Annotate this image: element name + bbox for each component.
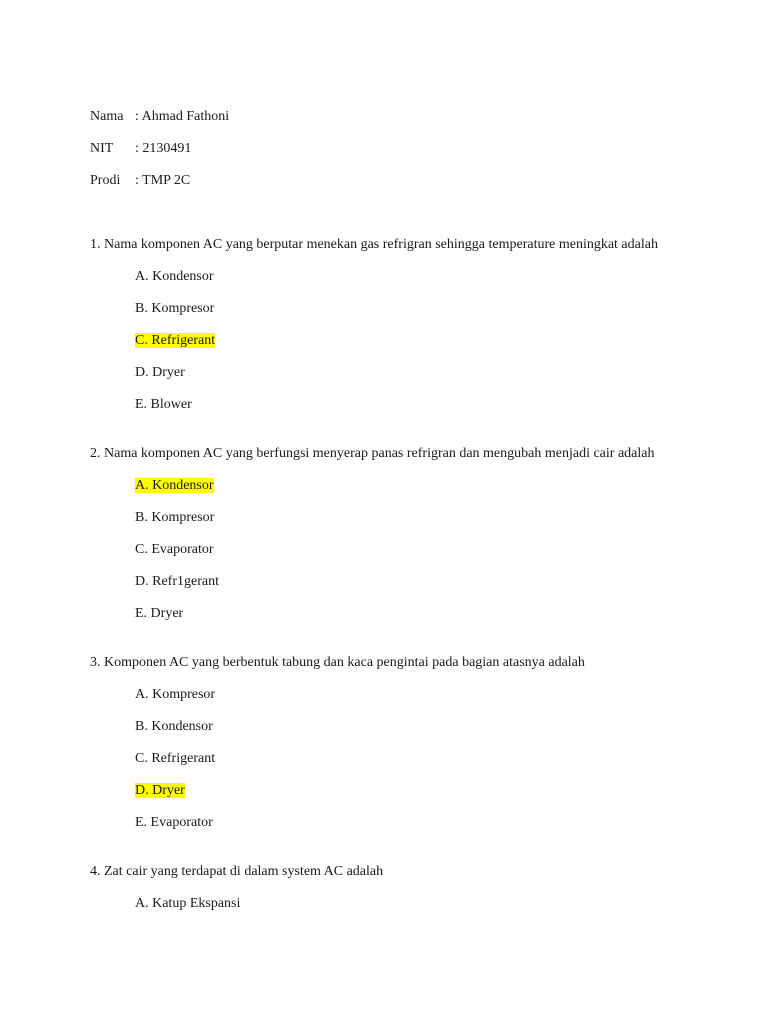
option-label: A. Katup Ekspansi (135, 896, 241, 911)
nit-value: : 2130491 (135, 141, 192, 156)
option-label: C. Refrigerant (135, 751, 216, 766)
option-b (135, 509, 214, 527)
option-label: B. Kompresor (135, 510, 215, 525)
highlighted-answer: A. Kondensor (135, 478, 214, 493)
question-text: 3. Komponen AC yang berbentuk tabung dan kaca pengintai pada bagian atasnya adalah (90, 655, 585, 670)
option-e (135, 814, 213, 832)
option-c (135, 750, 215, 768)
option-label: C. Evaporator (135, 542, 214, 557)
option-e (135, 605, 183, 623)
option-label: D. Refr1gerant (135, 574, 219, 589)
option-b (135, 718, 213, 736)
option-d (135, 364, 185, 382)
option-a (135, 686, 215, 704)
name-label: Nama (90, 109, 124, 124)
option-b (135, 300, 214, 318)
option-label: A. Kondensor (135, 269, 214, 284)
question-text: 1. Nama komponen AC yang berputar menekan gas refrigran sehingga temperature meningkat adalah (90, 237, 658, 252)
prodi-value: : TMP 2C (135, 173, 191, 188)
option-e (135, 396, 192, 414)
highlighted-answer: D. Dryer (135, 783, 185, 798)
option-label: B. Kondensor (135, 719, 213, 734)
option-a (135, 268, 214, 286)
option-label: E. Blower (135, 397, 192, 412)
option-label: D. Dryer (135, 365, 185, 380)
option-label: B. Kompresor (135, 301, 215, 316)
option-label: E. Dryer (135, 606, 184, 621)
option-label: E. Evaporator (135, 815, 213, 830)
name-value: : Ahmad Fathoni (135, 109, 230, 124)
option-c (135, 541, 214, 559)
option-c-highlighted (135, 332, 215, 350)
option-a (135, 895, 240, 913)
option-a-highlighted (135, 477, 214, 495)
question-text: 4. Zat cair yang terdapat di dalam system AC adalah (90, 864, 384, 879)
option-label: A. Kompresor (135, 687, 216, 702)
question-text: 2. Nama komponen AC yang berfungsi menyerap panas refrigran dan mengubah menjadi cair adalah (90, 446, 655, 461)
nit-label: NIT (90, 141, 114, 156)
highlighted-answer: C. Refrigerant (135, 333, 216, 348)
option-d (135, 573, 219, 591)
option-d-highlighted (135, 782, 185, 800)
prodi-label: Prodi (90, 173, 121, 188)
